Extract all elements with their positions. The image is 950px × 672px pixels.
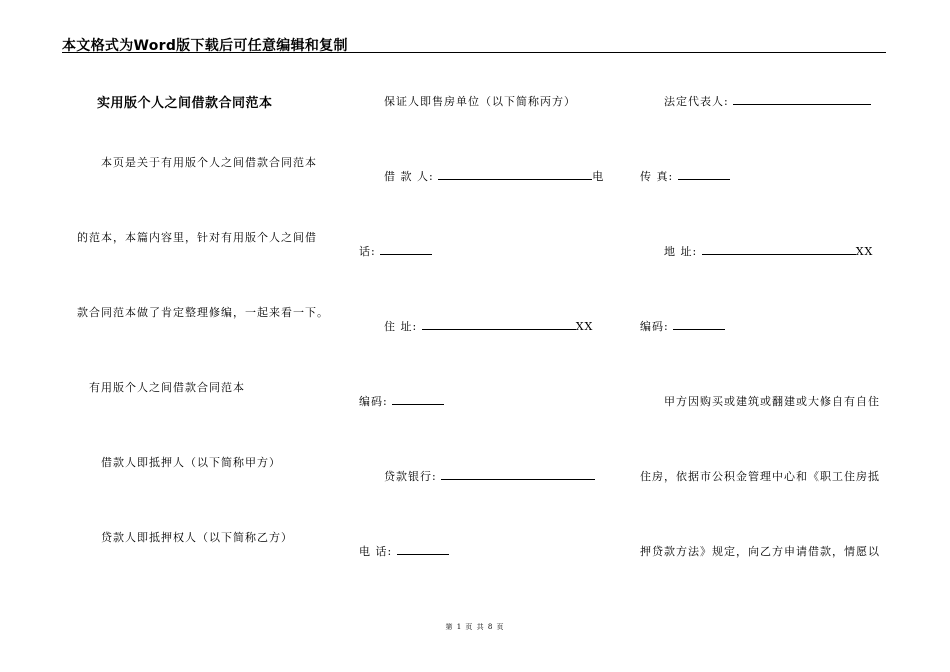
guarantor-line: 保证人即售房单位（以下简称丙方）	[384, 95, 576, 108]
phone2-blank	[397, 545, 449, 555]
fax-blank	[678, 170, 730, 180]
legal-rep-field	[664, 93, 871, 109]
postcode3-blank	[673, 320, 725, 330]
paragraph-line: 住房，依据市公积金管理中心和《职工住房抵	[640, 470, 880, 483]
bank-label: 贷款银行:	[384, 470, 437, 483]
postcode3-field	[640, 318, 725, 334]
phone2-label: 电 话:	[359, 545, 393, 558]
postcode2-label: 编码:	[359, 395, 388, 408]
address3-field	[664, 243, 873, 259]
fax-label: 传 真:	[640, 170, 674, 183]
paragraph-line: 甲方因购买或建筑或翻建或大修自有自住	[664, 395, 880, 408]
header-rule	[62, 52, 886, 53]
paragraph-line: 的范本，本篇内容里，针对有用版个人之间借	[77, 231, 317, 244]
borrower-field	[384, 168, 604, 184]
borrower-blank	[438, 170, 592, 180]
paragraph-line: 借款人即抵押人（以下简称甲方）	[101, 456, 281, 469]
paragraph-line: 贷款人即抵押权人（以下简称乙方）	[101, 531, 293, 544]
paragraph-line: 押贷款方法》规定，向乙方申请借款，情愿以	[640, 545, 880, 558]
address2-label: 住 址:	[384, 320, 418, 333]
legal-rep-label: 法定代表人:	[664, 95, 729, 108]
borrower-label: 借 款 人:	[384, 170, 434, 183]
phone2-field	[359, 543, 449, 559]
phone1-label: 话:	[359, 245, 376, 258]
page-footer: 第 1 页 共 8 页	[445, 623, 505, 631]
address3-label: 地 址:	[664, 245, 698, 258]
postcode2-field	[359, 393, 444, 409]
bank-field	[384, 468, 595, 484]
address2-blank	[422, 320, 576, 330]
address3-blank	[702, 245, 856, 255]
fax-field	[640, 168, 730, 184]
postcode2-blank	[392, 395, 444, 405]
paragraph-line: 款合同范本做了肯定整理修编，一起来看一下。	[77, 306, 329, 319]
address2-suffix: XX	[575, 320, 594, 333]
phone1-blank	[380, 245, 432, 255]
postcode3-label: 编码:	[640, 320, 669, 333]
legal-rep-blank	[733, 95, 871, 105]
address3-suffix: XX	[855, 245, 874, 258]
bank-blank	[441, 470, 595, 480]
paragraph-line: 有用版个人之间借款合同范本	[89, 381, 245, 394]
address2-field	[384, 318, 593, 334]
document-title: 实用版个人之间借款合同范本	[97, 96, 273, 111]
borrower-suffix: 电	[592, 170, 605, 183]
paragraph-line: 本页是关于有用版个人之间借款合同范本	[101, 156, 317, 169]
page-header: 本文格式为Word版下载后可任意编辑和复制	[62, 38, 348, 54]
phone1-field	[359, 243, 432, 259]
